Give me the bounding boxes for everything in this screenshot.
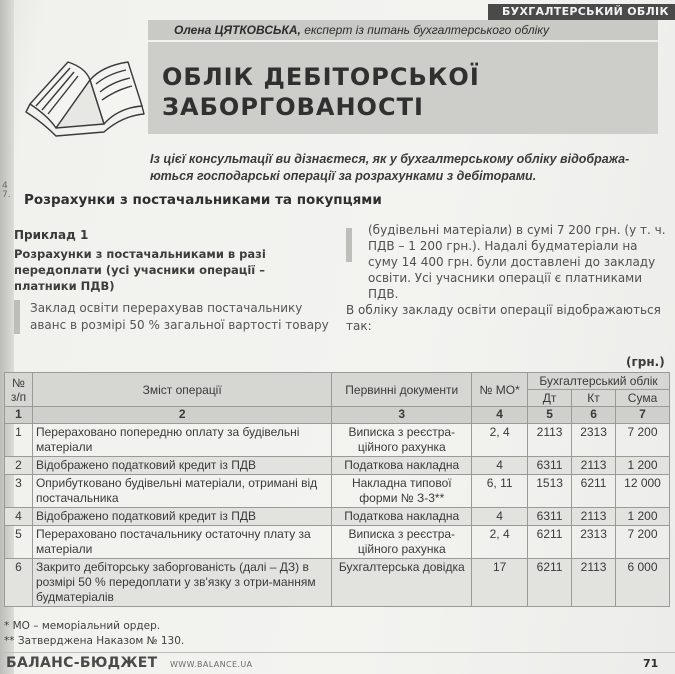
row-kt: 2113 (572, 559, 616, 607)
row-content: Закрито дебіторську заборгованість (далі – ДЗ) в розмірі 50 % передоплати у зв'язку з отри-манням будматеріалів (32, 559, 331, 607)
row-sum: 7 200 (616, 424, 670, 457)
row-content: Відображено податковий кредит із ПДВ (32, 508, 331, 526)
open-book-icon (22, 44, 148, 148)
row-mo: 4 (472, 457, 528, 475)
row-mo: 17 (472, 559, 528, 607)
header-kt: Кт (572, 390, 616, 407)
row-num: 6 (5, 559, 33, 607)
row-dt: 1513 (528, 475, 572, 508)
section-heading: Розрахунки з постачальниками та покупцями (24, 192, 382, 208)
row-dt: 6311 (528, 457, 572, 475)
col-number: 6 (572, 407, 616, 424)
col-number: 4 (472, 407, 528, 424)
row-kt: 2113 (572, 508, 616, 526)
row-kt: 2313 (572, 424, 616, 457)
table-header-row (5, 373, 670, 390)
header-num: № з/п (5, 373, 33, 407)
row-sum: 6 000 (616, 559, 670, 607)
page-number: 71 (643, 657, 659, 670)
quote-bar (14, 300, 20, 334)
row-sum: 1 200 (616, 508, 670, 526)
table-row (5, 457, 670, 475)
row-mo: 2, 4 (472, 526, 528, 559)
example-subtitle: Розрахунки з постачальниками в разі передоплати (усі учасники операції – платники ПДВ) (14, 247, 266, 293)
row-content: Перераховано постачальнику остаточну плату за матеріали (32, 526, 331, 559)
author-name: Олена ЦЯТКОВСЬКА, (174, 23, 301, 37)
row-dt: 6311 (528, 508, 572, 526)
row-mo: 2, 4 (472, 424, 528, 457)
author-bar (148, 20, 658, 40)
right-paragraph (346, 222, 666, 302)
row-doc: Податкова накладна (332, 508, 472, 526)
row-doc: Виписка з реєстра-ційного рахунка (332, 526, 472, 559)
row-num: 5 (5, 526, 33, 559)
row-kt: 6211 (572, 475, 616, 508)
side-marks (2, 182, 11, 200)
table-row (5, 559, 670, 607)
header-docs: Первинні документи (332, 373, 472, 407)
footer-brand-logo: БАЛАНС-БЮДЖЕТ (6, 655, 158, 671)
left-paragraph-text: Заклад освіти перерахував постачальнику аванс в розмірі 50 % загальної вартості товару (30, 301, 329, 332)
row-kt: 2113 (572, 457, 616, 475)
footnotes (4, 619, 184, 649)
row-doc: Бухгалтерська довідка (332, 559, 472, 607)
row-sum: 12 000 (616, 475, 670, 508)
row-dt: 6211 (528, 526, 572, 559)
col-number: 5 (528, 407, 572, 424)
footnote-approved: ** Затверджена Наказом № 130. (4, 635, 185, 647)
row-sum: 7 200 (616, 526, 670, 559)
row-kt: 2313 (572, 526, 616, 559)
col-number: 2 (32, 407, 331, 424)
side-mark: 4 (2, 181, 8, 191)
side-mark: 7. (2, 190, 11, 200)
left-paragraph (14, 300, 332, 334)
header-accounting: Бухгалтерський облік (528, 373, 670, 390)
row-dt: 2113 (528, 424, 572, 457)
row-content: Відображено податковий кредит із ПДВ (32, 457, 331, 475)
article-title: ОБЛІК ДЕБІТОРСЬКОЇ ЗАБОРГОВАНОСТІ (162, 63, 480, 121)
footer-divider (0, 652, 675, 653)
table-row (5, 424, 670, 457)
row-content: Перераховано попередню оплату за будівельні матеріали (32, 424, 331, 457)
right-paragraph-2: В обліку закладу освіти операції відображаються так: (346, 303, 661, 333)
title-block (148, 42, 658, 134)
table-unit: (грн.) (626, 355, 665, 369)
row-mo: 4 (472, 508, 528, 526)
row-doc: Накладна типової форми № З-3** (332, 475, 472, 508)
footnote-mo: * МО – меморіальний ордер. (4, 620, 161, 632)
col-number: 1 (5, 407, 33, 424)
row-num: 2 (5, 457, 33, 475)
article-lead: Із цієї консультації ви дізнаєтеся, як у бухгалтерському обліку відобража-ються господарські операції за розрахунками з дебіторами. (150, 152, 630, 183)
header-mo: № МО* (472, 373, 528, 407)
table-row (5, 526, 670, 559)
right-paragraph-text: (будівельні матеріали) в сумі 7 200 грн. (у т. ч. ПДВ – 1 200 грн.). Надалі будматеріали на суму 14 400 грн. були доставлені до закладу освіти. Усі учасники операції є платниками ПДВ. (368, 223, 666, 301)
header-content: Зміст операції (32, 373, 331, 407)
table-row (5, 508, 670, 526)
row-doc: Виписка з реєстра-ційного рахунка (332, 424, 472, 457)
quote-bar (346, 228, 352, 262)
header-sum: Сума (616, 390, 670, 407)
column-number-row (5, 407, 670, 424)
author-role: експерт із питань бухгалтерського обліку (300, 23, 549, 37)
row-num: 4 (5, 508, 33, 526)
row-num: 1 (5, 424, 33, 457)
section-banner: БУХГАЛТЕРСЬКИЙ ОБЛІК (488, 4, 675, 20)
row-doc: Податкова накладна (332, 457, 472, 475)
row-sum: 1 200 (616, 457, 670, 475)
col-number: 7 (616, 407, 670, 424)
col-number: 3 (332, 407, 472, 424)
footer-url: WWW.BALANCE.UA (170, 660, 253, 669)
operations-table (4, 372, 670, 607)
row-num: 3 (5, 475, 33, 508)
table-row (5, 475, 670, 508)
header-dt: Дт (528, 390, 572, 407)
row-dt: 6211 (528, 559, 572, 607)
row-mo: 6, 11 (472, 475, 528, 508)
example-title: Приклад 1 (14, 228, 89, 242)
row-content: Оприбутковано будівельні матеріали, отримані від постачальника (32, 475, 331, 508)
